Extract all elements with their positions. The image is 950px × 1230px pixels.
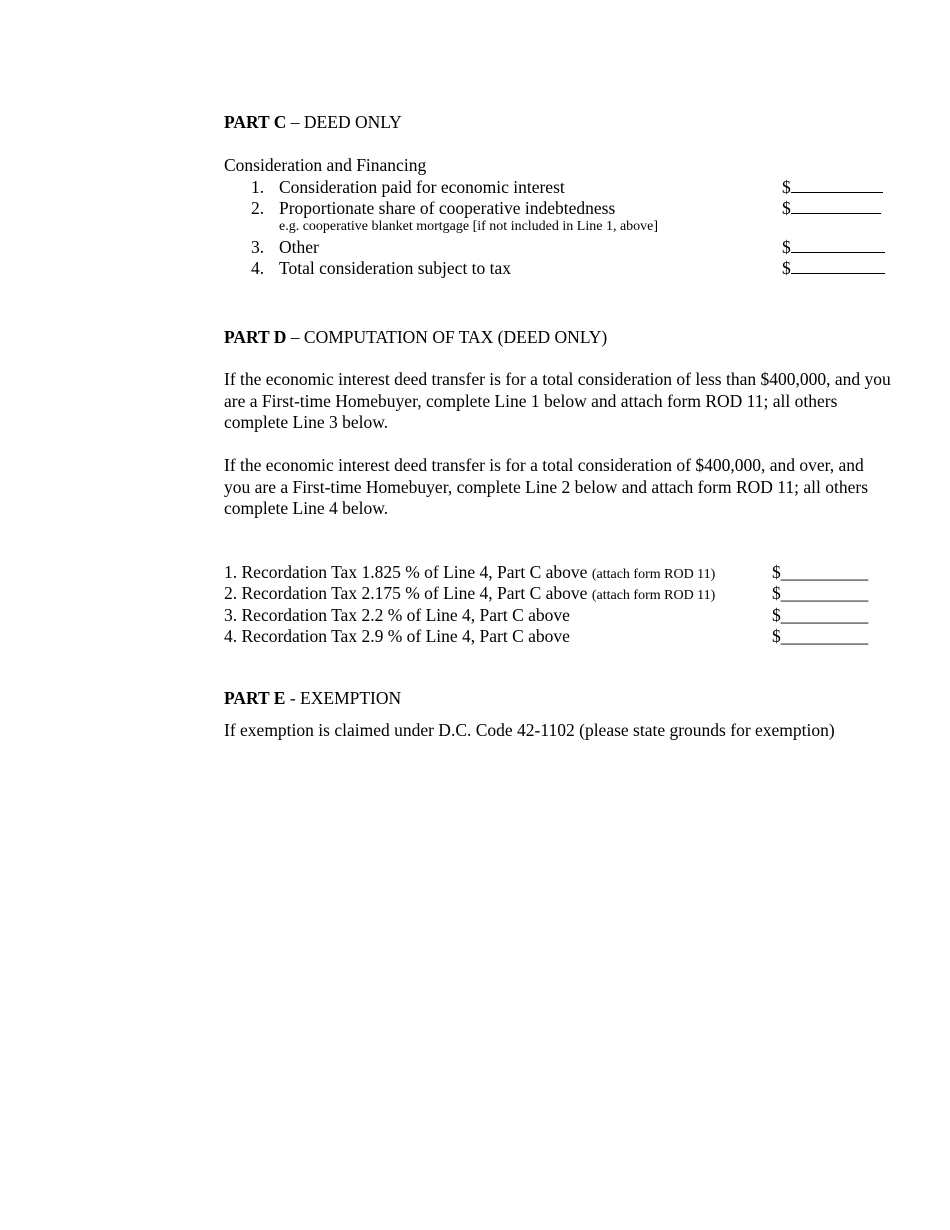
- line-note: (attach form ROD 11): [591, 567, 716, 582]
- dollar-sign: $: [782, 258, 791, 278]
- part-c-label: PART C: [224, 112, 287, 132]
- line-label: 1. Recordation Tax 1.825 % of Line 4, Part C above (attach form ROD 11): [224, 562, 716, 582]
- item-number: 1.: [251, 177, 265, 197]
- line-amount-field[interactable]: $__________: [772, 583, 869, 603]
- part-c-heading: [224, 112, 402, 133]
- part-c-title: – DEED ONLY: [286, 112, 402, 132]
- line-amount-field[interactable]: $__________: [772, 626, 869, 646]
- amount-blank: [791, 259, 885, 274]
- part-d-paragraph-1: If the economic interest deed transfer is for a total consideration of less than $400,000, and you are a First-time Homebuyer, complete Line 1 below and attach form ROD 11; all others complete Line 3 below.: [224, 369, 891, 432]
- item-note: e.g. cooperative blanket mortgage [if not included in Line 1, above]: [279, 219, 659, 234]
- item-label: Proportionate share of cooperative indebtedness: [279, 198, 616, 218]
- part-e-label: PART E: [224, 688, 286, 708]
- line-label: 2. Recordation Tax 2.175 % of Line 4, Part C above (attach form ROD 11): [224, 583, 716, 603]
- part-d-paragraph-2: If the economic interest deed transfer is for a total consideration of $400,000, and over, and you are a First-time Homebuyer, complete Line 2 below and attach form ROD 11; all others complete Line 4 below.: [224, 455, 869, 518]
- item-number: 2.: [251, 198, 265, 218]
- item-amount-field[interactable]: [782, 258, 885, 279]
- part-d-label: PART D: [224, 327, 287, 347]
- item-number: 4.: [251, 258, 265, 278]
- part-d-title: – COMPUTATION OF TAX (DEED ONLY): [286, 327, 608, 347]
- amount-blank: [791, 199, 881, 214]
- line-amount-field[interactable]: $__________: [772, 605, 869, 625]
- part-e-heading: [224, 688, 401, 709]
- item-label: Total consideration subject to tax: [279, 258, 512, 278]
- item-amount-field[interactable]: [782, 237, 885, 258]
- amount-blank: [791, 238, 885, 253]
- line-label: 3. Recordation Tax 2.2 % of Line 4, Part C above: [224, 605, 570, 625]
- dollar-sign: $: [782, 198, 791, 218]
- dollar-sign: $: [782, 177, 791, 197]
- part-d-heading: [224, 327, 607, 348]
- line-note: (attach form ROD 11): [591, 588, 716, 603]
- line-amount-field[interactable]: $__________: [772, 562, 869, 582]
- line-label: 4. Recordation Tax 2.9 % of Line 4, Part C above: [224, 626, 570, 646]
- part-e-title: - EXEMPTION: [285, 688, 402, 708]
- amount-blank: [791, 178, 883, 193]
- dollar-sign: $: [782, 237, 791, 257]
- item-amount-field[interactable]: [782, 198, 881, 219]
- item-label: Other: [279, 237, 319, 257]
- part-e-text: If exemption is claimed under D.C. Code 42-1102 (please state grounds for exemption): [224, 720, 835, 740]
- part-c-subheading: Consideration and Financing: [224, 155, 427, 175]
- item-amount-field[interactable]: [782, 177, 883, 198]
- item-label: Consideration paid for economic interest: [279, 177, 565, 197]
- item-number: 3.: [251, 237, 265, 257]
